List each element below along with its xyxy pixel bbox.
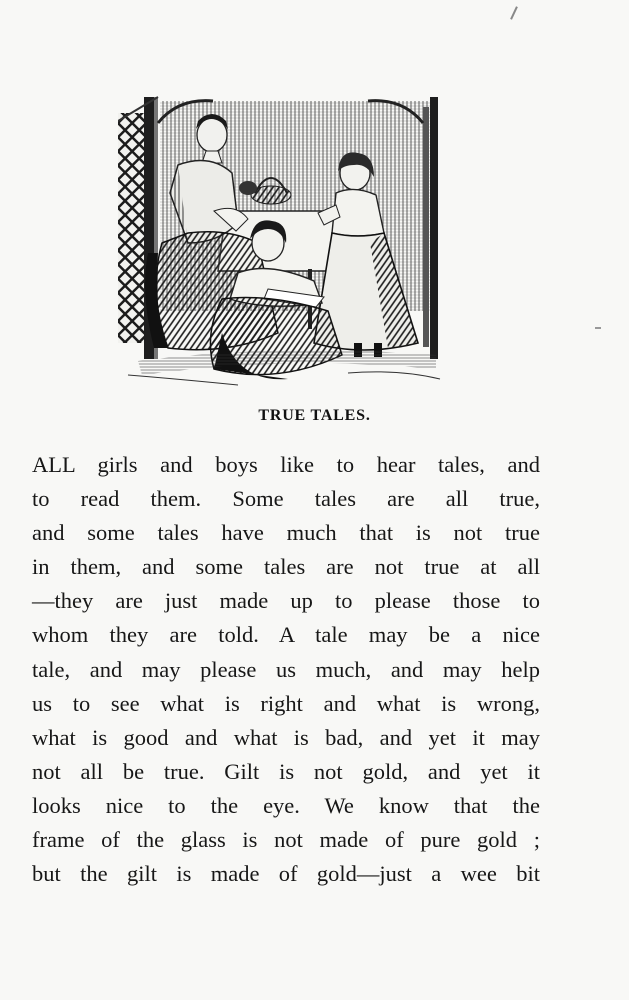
scan-speck bbox=[510, 6, 518, 20]
text-line: us to see what is right and what is wrong, bbox=[32, 690, 540, 716]
body-text bbox=[32, 448, 540, 891]
text-line: but the gilt is made of gold—just a wee bit bbox=[32, 861, 540, 887]
text-line: in them, and some tales are not true at all bbox=[32, 554, 540, 580]
text-line: and some tales have much that is not true bbox=[32, 520, 540, 546]
text-line: ALL girls and boys like to hear tales, and bbox=[32, 452, 540, 477]
text-line: tale, and may please us much, and may help bbox=[32, 656, 540, 682]
text-line: —they are just made up to please those to bbox=[32, 588, 540, 614]
text-line: whom they are told. A tale may be a nice bbox=[32, 622, 540, 648]
scan-speck bbox=[595, 327, 601, 329]
text-line: not all be true. Gilt is not gold, and yet it bbox=[32, 758, 540, 784]
engraving-illustration bbox=[118, 93, 446, 388]
section-title: TRUE TALES. bbox=[258, 407, 371, 424]
text-line: frame of the glass is not made of pure gold ; bbox=[32, 827, 540, 853]
text-line: what is good and what is bad, and yet it may bbox=[32, 724, 540, 750]
text-line: to read them. Some tales are all true, bbox=[32, 486, 540, 512]
text-line: looks nice to the eye. We know that the bbox=[32, 792, 540, 818]
